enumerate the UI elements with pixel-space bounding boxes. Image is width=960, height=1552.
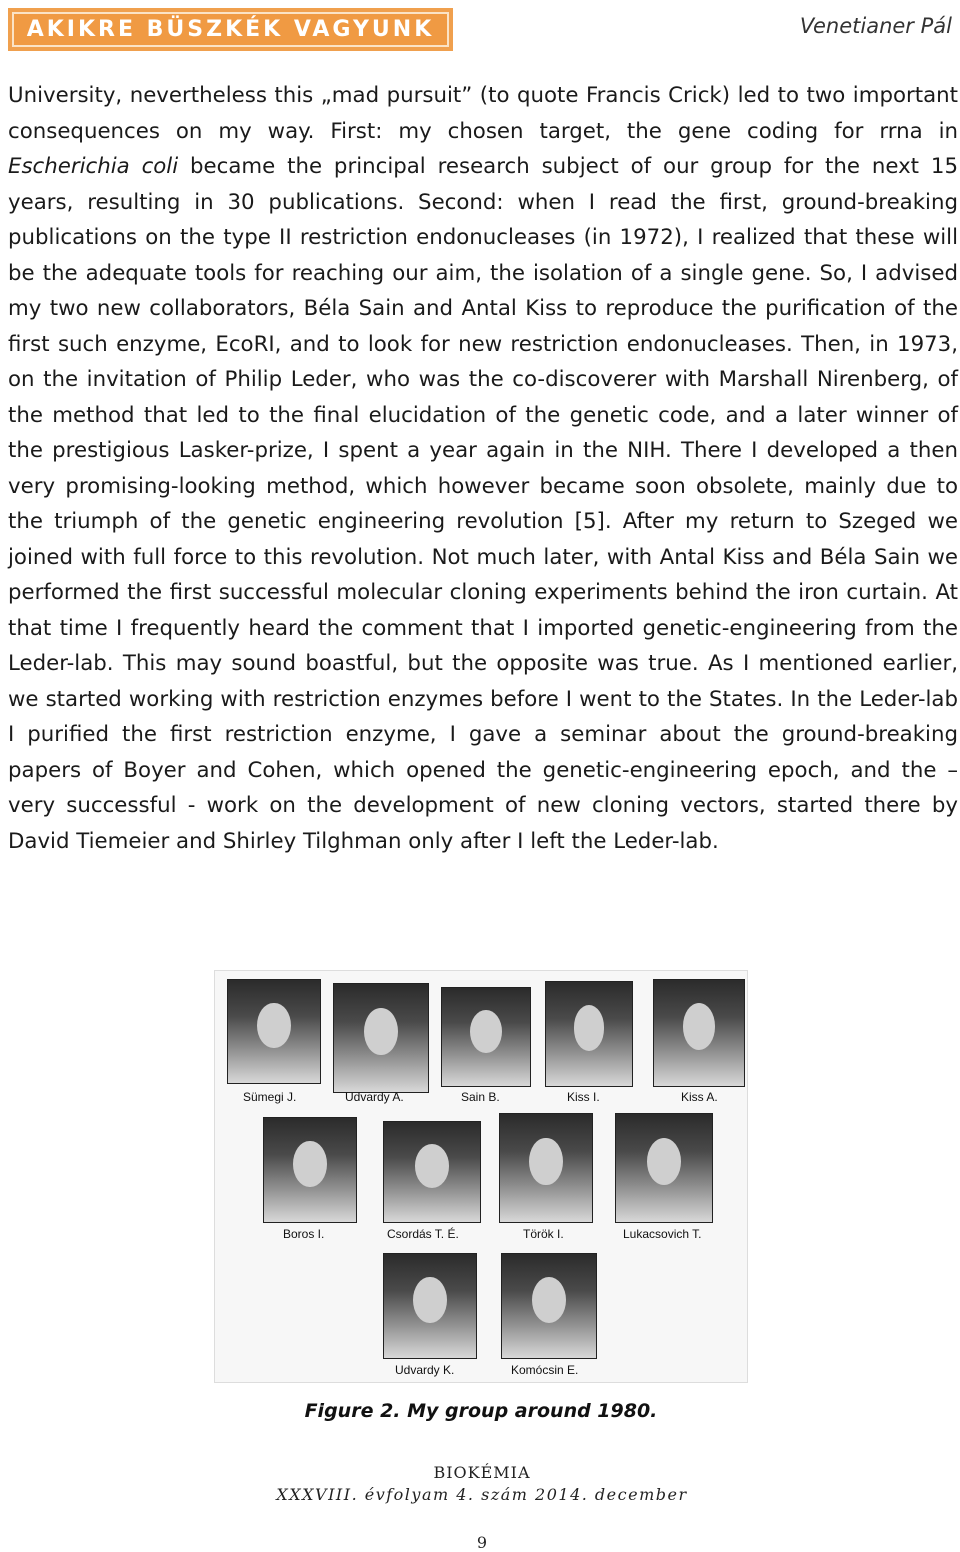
portrait-label: Kiss I. bbox=[567, 1090, 600, 1104]
portrait-label: Sümegi J. bbox=[243, 1090, 297, 1104]
portrait-photo bbox=[383, 1121, 481, 1223]
section-header-frame bbox=[12, 12, 449, 47]
portrait-label: Komócsin E. bbox=[511, 1363, 579, 1377]
body-text-start: University, nevertheless this „mad pursuit” (to quote Francis Crick) led to two important consequences on my way. First: my chosen target, the gene coding for rrna in bbox=[8, 83, 958, 144]
portrait-photo bbox=[441, 987, 531, 1087]
page-number: 9 bbox=[476, 1533, 488, 1552]
portrait-photo bbox=[263, 1117, 357, 1223]
article-body bbox=[8, 78, 958, 859]
portrait-label: Csordás T. É. bbox=[387, 1227, 459, 1241]
portrait-label: Sain B. bbox=[461, 1090, 500, 1104]
portrait-photo bbox=[227, 979, 321, 1084]
portrait-label: Lukacsovich T. bbox=[623, 1227, 702, 1241]
section-header-badge bbox=[8, 8, 453, 51]
portrait-label: Török I. bbox=[523, 1227, 564, 1241]
portrait-label: Udvardy K. bbox=[395, 1363, 455, 1377]
portrait-label: Udvardy A. bbox=[345, 1090, 404, 1104]
portrait-photo bbox=[653, 979, 745, 1087]
portrait-photo bbox=[501, 1253, 597, 1359]
journal-issue: XXXVIII. évfolyam 4. szám 2014. december bbox=[276, 1485, 688, 1504]
figure-caption: Figure 2. My group around 1980. bbox=[304, 1400, 658, 1422]
running-author: Venetianer Pál bbox=[799, 14, 952, 38]
journal-name: BIOKÉMIA bbox=[433, 1463, 531, 1482]
portrait-photo bbox=[615, 1113, 713, 1223]
section-title: AKIKRE BÜSZKÉK VAGYUNK bbox=[26, 17, 435, 42]
portrait-label: Kiss A. bbox=[681, 1090, 718, 1104]
portrait-photo bbox=[333, 983, 429, 1093]
portrait-photo bbox=[545, 981, 633, 1087]
species-name: Escherichia coli bbox=[8, 154, 179, 179]
portrait-photo bbox=[383, 1253, 477, 1359]
portrait-label: Boros I. bbox=[283, 1227, 325, 1241]
body-text-rest: became the principal research subject of our group for the next 15 years, resulting in 30 publications. Second: when I read the first, ground-breaking publications on the type II restriction endonucleases (in 1972), I realized that these will be the adequate tools for reaching our aim, the isolation of a single gene. So, I advised my two new collaborators, Béla Sain and Antal Kiss to reproduce the purification of the first such enzyme, EcoRI, and to look for new restriction endonucleases. Then, in 1973, on the invitation of Philip Leder, who was the co-discoverer with Marshall Nirenberg, of the method that led to the final elucidation of the genetic code, and a later winner of the prestigious Lasker-prize, I spent a year again in the NIH. There I developed a then very promising-looking method, which however became soon obsolete, mainly due to the triumph of the genetic engineering revolution [5]. After my return to Szeged we joined with full force to this revolution. Not much later, with Antal Kiss and Béla Sain we performed the first successful molecular cloning experiments behind the iron curtain. At that time I frequently heard the comment that I imported genetic-engineering from the Leder-lab. This may sound boastful, but the opposite was true. As I mentioned earlier, we started working with restriction enzymes before I went to the States. In the Leder-lab I purified the first restriction enzyme, I gave a seminar about the ground-breaking papers of Boyer and Cohen, which opened the genetic-engineering epoch, and the – very successful - work on the development of new cloning vectors, started there by David Tiemeier and Shirley Tilghman only after I left the Leder-lab. bbox=[8, 154, 958, 854]
portrait-photo bbox=[499, 1113, 593, 1223]
body-paragraph bbox=[8, 78, 958, 859]
group-photo bbox=[214, 970, 748, 1383]
